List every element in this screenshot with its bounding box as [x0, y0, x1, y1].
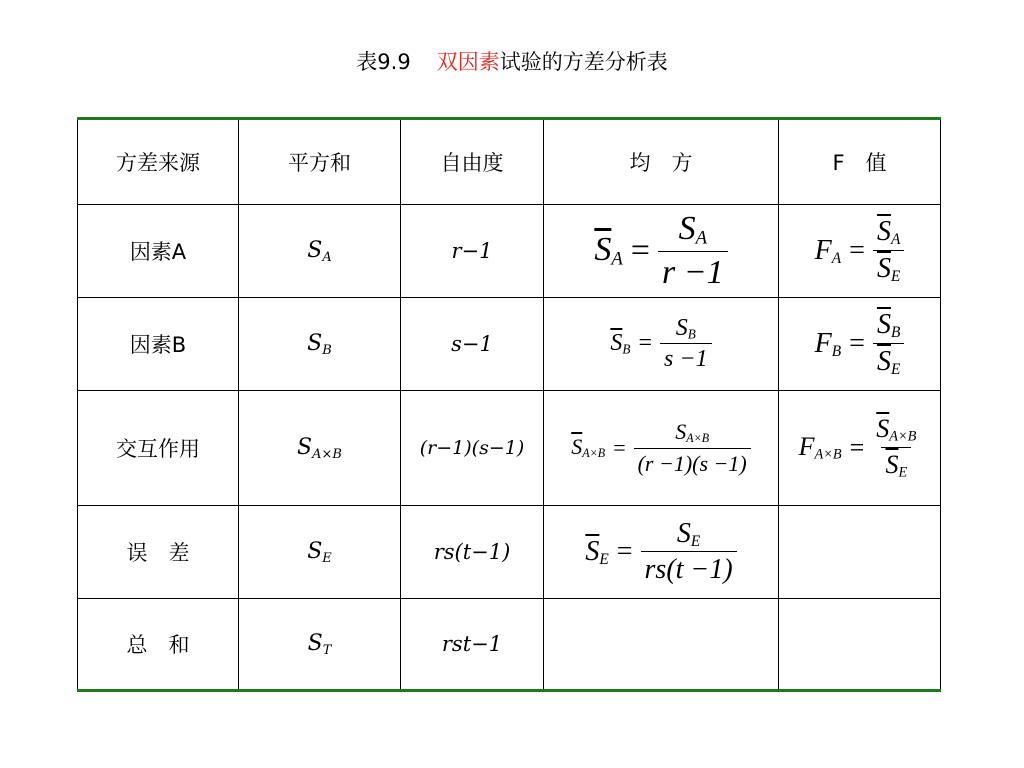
- row-source: 误 差: [78, 506, 239, 599]
- header-df: 自由度: [401, 119, 544, 205]
- table-row: [78, 205, 941, 298]
- row-ms: $\overline{S}_A$ = $\frac{S_A}{r -1}$: [544, 205, 779, 298]
- table-row: [78, 599, 941, 691]
- title-highlight: 双因素: [436, 50, 500, 74]
- header-source: 方差来源: [78, 119, 239, 205]
- row-f: $F_{A\times B}$ = $\frac{\overline{S}_{A\times B}}{\overline{S}_E}$: [779, 391, 941, 506]
- row-source: 因素B: [78, 298, 239, 391]
- row-source: 总 和: [78, 599, 239, 691]
- title-suffix: 试验的方差分析表: [499, 50, 668, 74]
- row-ms: $\overline{S}_B$ = $\frac{S_B}{s -1}$: [544, 298, 779, 391]
- row-ms: $\overline{S}_E$ = $\frac{S_E}{rs(t -1)}$: [544, 506, 779, 599]
- table-row: [78, 298, 941, 391]
- row-df: (r−1)(s−1): [401, 391, 544, 506]
- row-ss: $S_{A\times B}$: [239, 391, 401, 506]
- row-ss: $S_E$: [239, 506, 401, 599]
- row-f-empty: [779, 506, 941, 599]
- row-df: rs(t−1): [401, 506, 544, 599]
- row-f-empty: [779, 599, 941, 691]
- row-source: 交互作用: [78, 391, 239, 506]
- header-ss: 平方和: [239, 119, 401, 205]
- row-ss: $S_A$: [239, 205, 401, 298]
- row-df: r−1: [401, 205, 544, 298]
- title-prefix: 表9.9: [356, 50, 411, 74]
- row-ms-empty: [544, 599, 779, 691]
- anova-table: [77, 117, 941, 692]
- row-ss: $S_B$: [239, 298, 401, 391]
- table-row: [78, 391, 941, 506]
- row-ms: $\overline{S}_{A\times B}$ = $\frac{S_{A\times B}}{(r -1)(s -1)}$: [544, 391, 779, 506]
- table-title: [0, 46, 1024, 76]
- row-df: s−1: [401, 298, 544, 391]
- row-f: $F_A$ = $\frac{\overline{S}_A}{\overline{S}_E}$: [779, 205, 941, 298]
- table-row: [78, 506, 941, 599]
- header-f: F 值: [779, 119, 941, 205]
- row-ss: $S_T$: [239, 599, 401, 691]
- row-source: 因素A: [78, 205, 239, 298]
- row-df: rst−1: [401, 599, 544, 691]
- header-ms: 均 方: [544, 119, 779, 205]
- header-row: [78, 119, 941, 205]
- row-f: $F_B$ = $\frac{\overline{S}_B}{\overline{S}_E}$: [779, 298, 941, 391]
